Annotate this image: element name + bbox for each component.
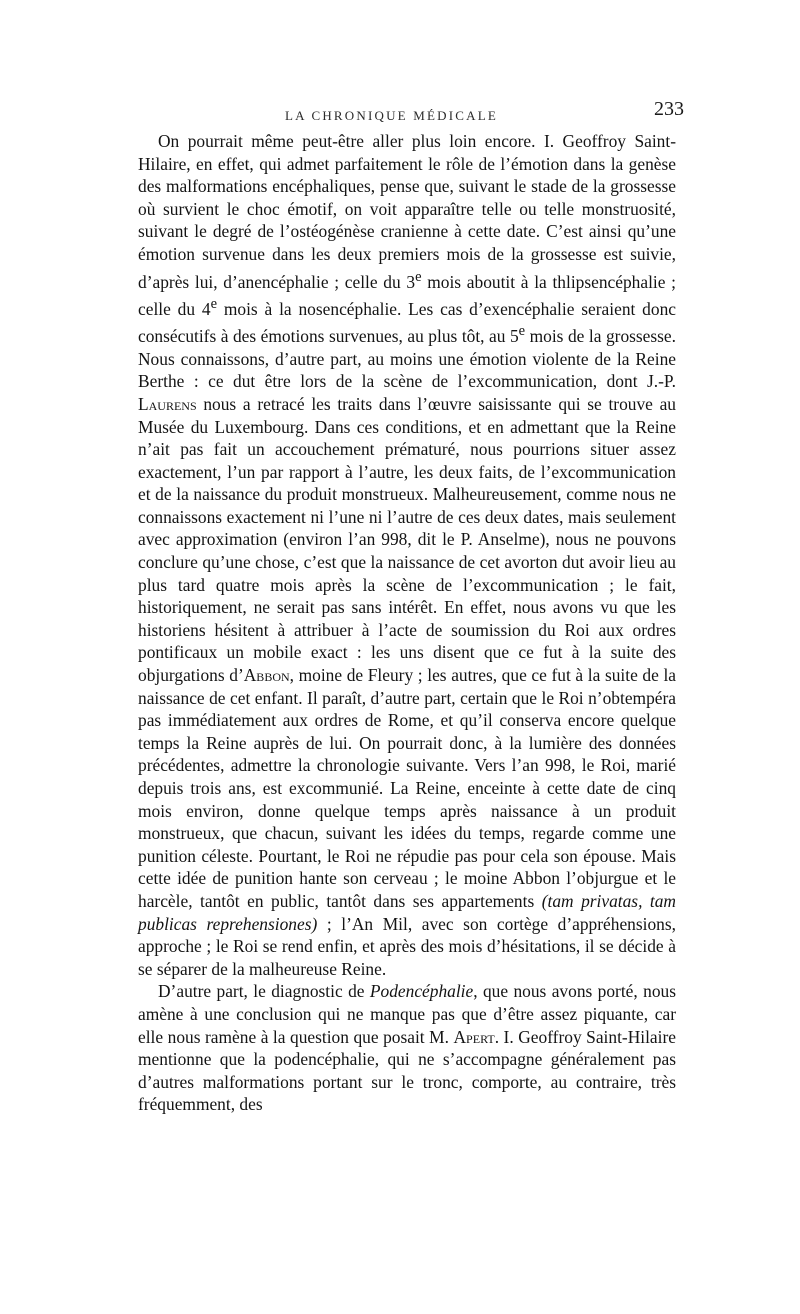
superscript: e [518, 323, 526, 340]
paragraph [138, 980, 676, 1116]
text-run: , moine de Fleury ; les autres, que ce fut à la suite de la naissance de cet enfant. Il paraît, d’autre part, certain que le Roi n’obtempéra pas immédiatement aux ordres de Rome, et qu’il conserva encore quelque temps la Reine auprès de lui. On pourrait donc, à la lumière des données précédentes, admettre la chronologie suivante. Vers l’an 998, le Roi, marié depuis trois ans, est excommunié. La Reine, enceinte à cette date de cinq mois environ, donne quelque temps après naissance à un produit monstrueux, que chacun, suivant les idées du temps, regarde comme une punition céleste. Pourtant, le Roi ne répudie pas pour cela son épouse. Mais cette idée de punition hante son cerveau ; le moine Abbon l’objurgue et le harcèle, tantôt en public, tantôt dans ses appartements [138, 665, 677, 911]
text-run: mois aboutit à la thlipsencéphalie ; celle du 4 [138, 271, 677, 319]
superscript: e [210, 295, 218, 312]
text-run: ; l’An Mil, avec son cortège d’appréhensions, approche ; le Roi se rend enfin, et après des mois d’hésitations, il se décide à se séparer de la malheureuse Reine. [138, 913, 676, 979]
page-header [140, 98, 684, 128]
text-run: mois à la nosencéphalie. Les cas d’exencéphalie seraient donc consécutifs à des émotions survenues, au plus tôt, au 5 [138, 298, 676, 347]
paragraph [138, 130, 676, 980]
text-run: D’autre part, le diagnostic de [158, 981, 370, 1002]
page-number: 233 [654, 98, 684, 120]
italic-quote: (tam privatas, tam publicas reprehensiones) [138, 890, 676, 934]
body-text [138, 130, 676, 1116]
small-caps-name: Laurens [138, 393, 197, 414]
text-run: On pourrait même peut-être aller plus loin encore. I. Geoffroy Saint-Hilaire, en effet, qui admet parfaitement le rôle de l’émotion dans la genèse des malformations encéphaliques, pense que, suivant le stade de la grossesse où survient le choc émotif, on voit apparaître telle ou telle monstruosité, suivant le degré de l’ostéogénèse cranienne à cette date. C’est ainsi qu’une émotion survenue dans les deux premiers mois de la grossesse est suivie, d’après lui, d’anencéphalie ; celle du 3 [138, 131, 676, 292]
text-run: mois de la grossesse. Nous connaissons, d’autre part, au moins une émotion violente de la Reine Berthe : ce dut être lors de la scène de l’excommunication, dont J.-P. [138, 326, 677, 392]
running-title: LA CHRONIQUE MÉDICALE [285, 108, 499, 123]
text-run: , que nous avons porté, nous amène à une conclusion qui ne manque pas que d’être assez piquante, car elle nous ramène à la question que posait M. [138, 981, 676, 1047]
small-caps-name: Abbon [243, 665, 290, 686]
text-run: nous a retracé les traits dans l’œuvre saisissante qui se trouve au Musée du Luxembourg. Dans ces conditions, et en admettant que la Reine n’ait pas fait un accouchement prématuré, nous pourrions situer assez exactement, l’un par rapport à l’autre, les deux faits, de l’excommunication et de la naissance du produit monstrueux. Malheureusement, comme nous ne connaissons exactement ni l’une ni l’autre de ces deux dates, mais seulement avec approximation (environ l’an 998, dit le P. Anselme), nous ne pouvons conclure qu’une chose, c’est que la naissance de cet avorton dut avoir lieu au plus tard quatre mois après la scène de l’excommunication ; le fait, historiquement, ne serait pas sans intérêt. En effet, nous avons vu que les historiens hésitent à attribuer à l’acte de soumission du Roi aux ordres pontificaux un mobile exact : les uns disent que ce fut à la suite des objurgations d’ [138, 393, 676, 686]
superscript: e [415, 268, 422, 285]
text-run: . I. Geoffroy Saint-Hilaire mentionne que la podencéphalie, qui ne s’accompagne généralement pas d’autres malformations portant sur le tronc, comporte, au contraire, très fréquemment, des [138, 1026, 676, 1115]
italic-term: Podencéphalie [369, 981, 474, 1002]
small-caps-name: Apert [453, 1026, 495, 1047]
